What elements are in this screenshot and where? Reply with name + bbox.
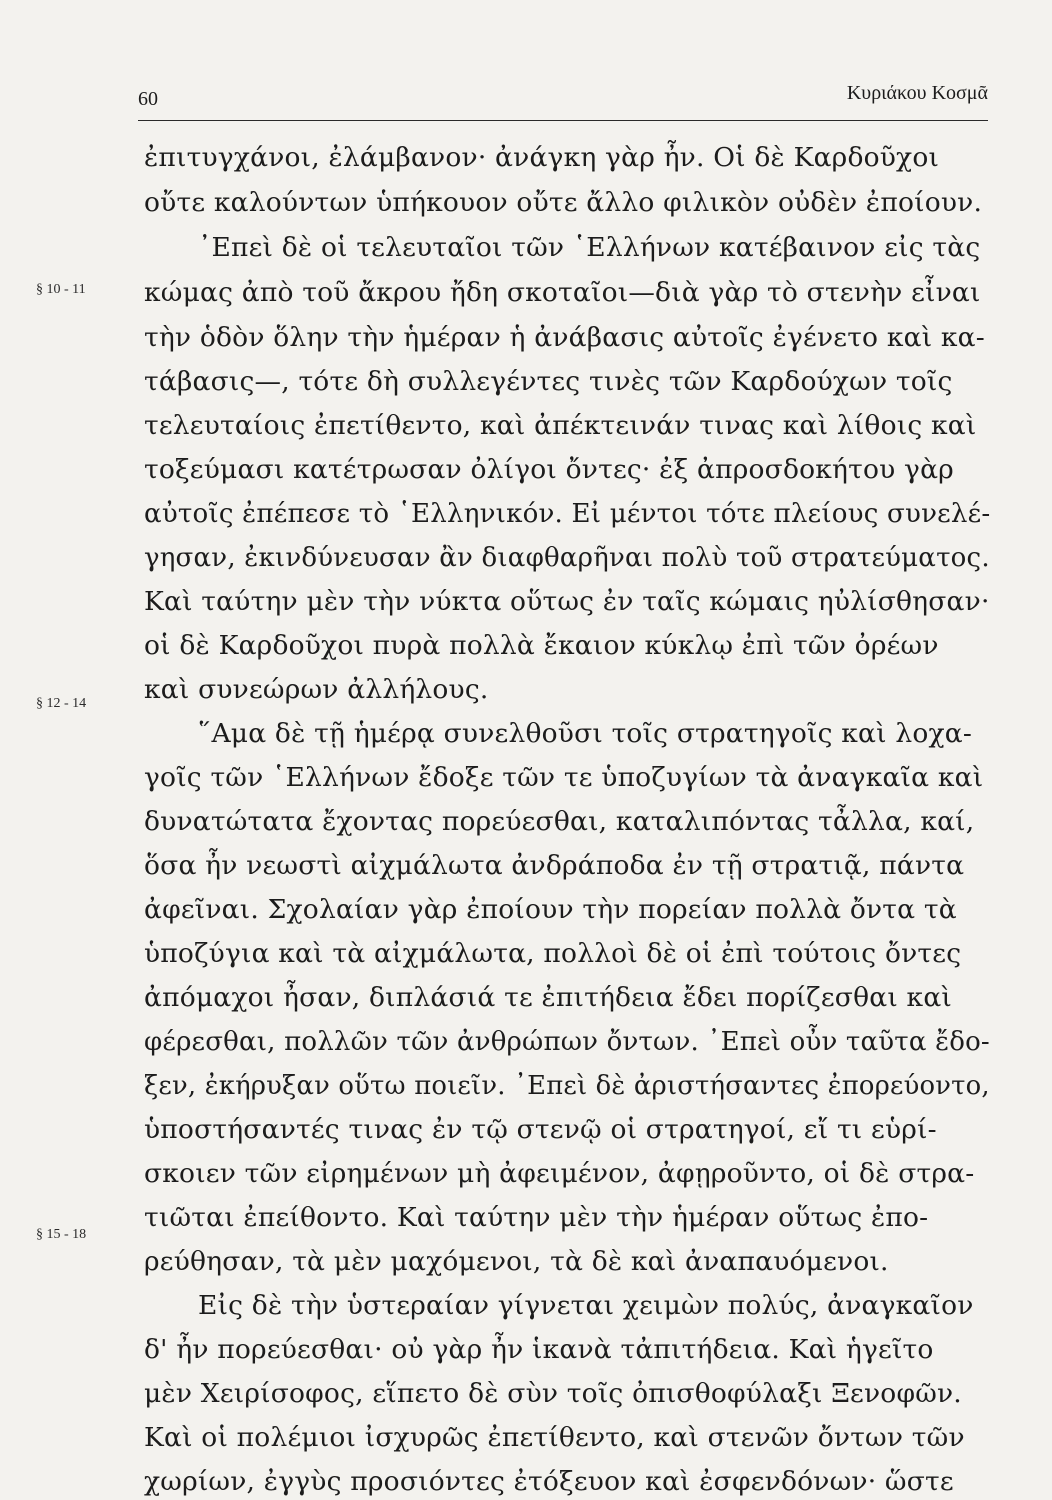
section-reference: § 12 - 14 xyxy=(36,696,87,711)
section-reference: § 10 - 11 xyxy=(36,282,86,297)
header-rule xyxy=(138,120,988,121)
text-line: ᾿Επεὶ δὲ οἱ τελευταῖοι τῶν ῾Ελλήνων κατέβαινον εἰς τὰς xyxy=(198,232,981,263)
text-line: Εἰς δὲ τὴν ὑστεραίαν γίγνεται χειμὼν πολύς, ἀναγκαῖον xyxy=(198,1290,974,1321)
page-number: 60 xyxy=(138,88,158,110)
text-line: τάβασις—, τότε δὴ συλλεγέντες τινὲς τῶν Καρδούχων τοῖς xyxy=(144,366,953,397)
text-line: ὑποστήσαντές τινας ἐν τῷ στενῷ οἱ στρατηγοί, εἴ τι εὑρί- xyxy=(144,1114,937,1145)
text-line: χωρίων, ἐγγὺς προσιόντες ἐτόξευον καὶ ἐσφενδόνων· ὥστε xyxy=(144,1466,954,1497)
text-line: γησαν, ἐκινδύνευσαν ἂν διαφθαρῆναι πολὺ τοῦ στρατεύματος. xyxy=(144,542,990,573)
text-line: δ' ἦν πορεύεσθαι· οὐ γὰρ ἦν ἱκανὰ τἀπιτήδεια. Καὶ ἡγεῖτο xyxy=(144,1334,934,1365)
text-line: μὲν Χειρίσοφος, εἵπετο δὲ σὺν τοῖς ὀπισθοφύλαξι Ξενοφῶν. xyxy=(144,1378,962,1409)
text-line: ἀπόμαχοι ἦσαν, διπλάσιά τε ἐπιτήδεια ἔδει πορίζεσθαι καὶ xyxy=(144,982,952,1013)
text-line: ἀφεῖναι. Σχολαίαν γὰρ ἐποίουν τὴν πορείαν πολλὰ ὄντα τὰ xyxy=(144,894,957,925)
section-reference: § 15 - 18 xyxy=(36,1227,87,1242)
text-line: γοῖς τῶν ῾Ελλήνων ἔδοξε τῶν τε ὑποζυγίων τὰ ἀναγκαῖα καὶ xyxy=(144,762,984,793)
text-line: τιῶται ἐπείθοντο. Καὶ ταύτην μὲν τὴν ἡμέραν οὕτως ἐπο- xyxy=(144,1202,929,1233)
text-line: ὑποζύγια καὶ τὰ αἰχμάλωτα, πολλοὶ δὲ οἱ ἐπὶ τούτοις ὄντες xyxy=(144,938,962,969)
text-line: αὐτοῖς ἐπέπεσε τὸ ῾Ελληνικόν. Εἰ μέντοι τότε πλείους συνελέ- xyxy=(144,498,991,529)
text-line: ξεν, ἐκήρυξαν οὕτω ποιεῖν. ᾿Επεὶ δὲ ἀριστήσαντες ἐπορεύοντο, xyxy=(144,1070,990,1101)
running-head: Κυριάκου Κοσμᾶ xyxy=(846,82,988,104)
page-header xyxy=(138,82,988,118)
text-line: καὶ συνεώρων ἀλλήλους. xyxy=(144,674,489,705)
text-line: φέρεσθαι, πολλῶν τῶν ἀνθρώπων ὄντων. ᾿Επεὶ οὖν ταῦτα ἔδο- xyxy=(144,1026,990,1057)
text-line: δυνατώτατα ἔχοντας πορεύεσθαι, καταλιπόντας τἆλλα, καί, xyxy=(144,806,975,837)
text-line: τὴν ὁδὸν ὅλην τὴν ἡμέραν ἡ ἀνάβασις αὐτοῖς ἐγένετο καὶ κα- xyxy=(144,322,985,353)
text-line: τοξεύμασι κατέτρωσαν ὀλίγοι ὄντες· ἐξ ἀπροσδοκήτου γὰρ xyxy=(144,454,954,485)
text-line: ῞Αμα δὲ τῇ ἡμέρᾳ συνελθοῦσι τοῖς στρατηγοῖς καὶ λοχα- xyxy=(198,718,972,749)
text-line: Καὶ οἱ πολέμιοι ἰσχυρῶς ἐπετίθεντο, καὶ στενῶν ὄντων τῶν xyxy=(144,1422,965,1453)
text-line: Καὶ ταύτην μὲν τὴν νύκτα οὕτως ἐν ταῖς κώμαις ηὐλίσθησαν· xyxy=(144,586,990,617)
text-line: κώμας ἀπὸ τοῦ ἄκρου ἤδη σκοταῖοι—διὰ γὰρ τὸ στενὴν εἶναι xyxy=(144,277,981,308)
text-line: ρεύθησαν, τὰ μὲν μαχόμενοι, τὰ δὲ καὶ ἀναπαυόμενοι. xyxy=(144,1246,889,1277)
text-line: οἱ δὲ Καρδοῦχοι πυρὰ πολλὰ ἔκαιον κύκλῳ ἐπὶ τῶν ὀρέων xyxy=(144,630,939,661)
text-line: σκοιεν τῶν εἰρημένων μὴ ἀφειμένον, ἀφῃροῦντο, οἱ δὲ στρα- xyxy=(144,1158,975,1189)
text-line: οὔτε καλούντων ὑπήκουον οὔτε ἄλλο φιλικὸν οὐδὲν ἐποίουν. xyxy=(144,187,983,218)
text-line: ὅσα ἦν νεωστὶ αἰχμάλωτα ἀνδράποδα ἐν τῇ στρατιᾷ, πάντα xyxy=(144,850,965,881)
text-line: ἐπιτυγχάνοι, ἐλάμβανον· ἀνάγκη γὰρ ἦν. Οἱ δὲ Καρδοῦχοι xyxy=(144,142,940,173)
text-line: τελευταίοις ἐπετίθεντο, καὶ ἀπέκτεινάν τινας καὶ λίθοις καὶ xyxy=(144,410,977,441)
